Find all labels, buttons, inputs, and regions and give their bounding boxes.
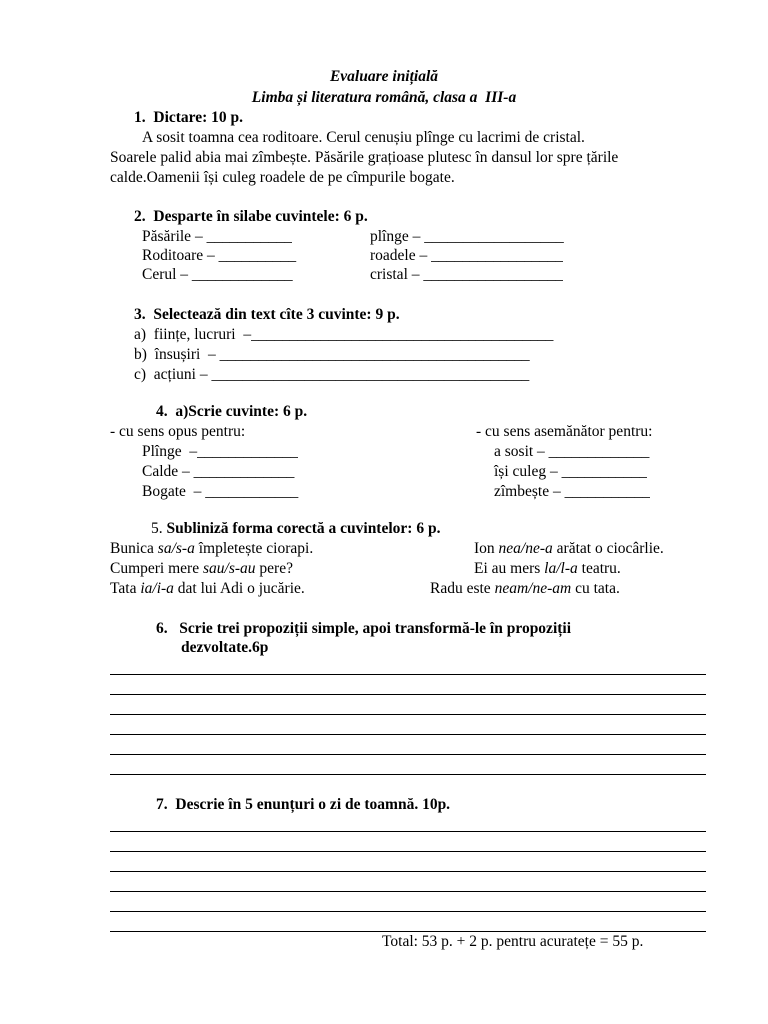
answer-line xyxy=(110,831,706,832)
q5-text: Ei au mers xyxy=(474,560,545,577)
answer-line xyxy=(110,871,706,872)
q4-left-item: Bogate – ____________ xyxy=(142,483,299,500)
q5-text: Cumperi mere xyxy=(110,560,203,577)
q5-right-sentence xyxy=(474,560,621,578)
answer-line xyxy=(110,734,706,735)
q5-text: Tata xyxy=(110,580,141,597)
q5-heading-text: Subliniză forma corectă a cuvintelor: 6 p. xyxy=(166,520,441,537)
q7-heading: 7. Descrie în 5 enunțuri o zi de toamnă. 10p. xyxy=(156,796,451,813)
q5-text: Ion xyxy=(474,540,499,557)
q5-option: la/l-a xyxy=(544,560,578,577)
answer-line xyxy=(110,891,706,892)
q4-right-item: a sosit – _____________ xyxy=(494,443,650,460)
answer-line xyxy=(110,674,706,675)
q5-left-sentence xyxy=(110,580,305,598)
q2-heading: 2. Desparte în silabe cuvintele: 6 p. xyxy=(134,208,368,225)
q5-text: dat lui Adi o jucărie. xyxy=(173,580,305,597)
answer-line xyxy=(110,931,706,932)
q4-right-item: își culeg – ___________ xyxy=(494,463,647,480)
q6-heading: 6. Scrie trei propoziții simple, apoi transformă-le în propoziții xyxy=(156,620,572,637)
answer-line xyxy=(110,754,706,755)
q2-right-item: cristal – __________________ xyxy=(370,266,563,283)
q3-heading: 3. Selectează din text cîte 3 cuvinte: 9 p. xyxy=(134,306,400,323)
q2-right-item: plînge – __________________ xyxy=(370,228,564,245)
q3-item: c) acțiuni – _________________________________________ xyxy=(134,366,530,383)
q2-left-item: Roditoare – __________ xyxy=(142,247,297,264)
q4-right-label: - cu sens asemănător pentru: xyxy=(476,423,653,440)
q5-option: sau/s-au xyxy=(202,560,256,577)
q5-left-sentence xyxy=(110,540,313,558)
q3-item: b) însușiri – ________________________________________ xyxy=(134,346,530,363)
q2-right-item: roadele – _________________ xyxy=(370,247,563,264)
answer-line xyxy=(110,774,706,775)
answer-line xyxy=(110,911,706,912)
q4-left-item: Plînge –_____________ xyxy=(142,443,298,460)
q5-option: ia/i-a xyxy=(140,580,174,597)
q5-option: nea/ne-a xyxy=(498,540,553,557)
q1-heading: 1. Dictare: 10 p. xyxy=(134,109,244,126)
q6-heading-cont: dezvoltate.6p xyxy=(181,639,269,656)
total-score: Total: 53 p. + 2 p. pentru acuratețe = 55 p. xyxy=(382,933,644,950)
answer-line xyxy=(110,714,706,715)
q1-text-line: Soarele palid abia mai zîmbește. Păsările grațioase plutesc în dansul lor spre țările xyxy=(110,149,619,166)
q5-text: pere? xyxy=(255,560,293,577)
q2-left-item: Cerul – _____________ xyxy=(142,266,293,283)
q4-left-item: Calde – _____________ xyxy=(142,463,295,480)
q2-left-item: Păsările – ___________ xyxy=(142,228,292,245)
q5-option: neam/ne-am xyxy=(494,580,572,597)
q1-text-line: calde.Oamenii își culeg roadele de pe cîmpurile bogate. xyxy=(110,169,455,186)
q5-text: cu tata. xyxy=(571,580,620,597)
q1-text-line: A sosit toamna cea roditoare. Cerul cenușiu plînge cu lacrimi de cristal. xyxy=(142,129,585,146)
q5-text: arătat o ciocârlie. xyxy=(552,540,664,557)
q3-item: a) ființe, lucruri –_______________________________________ xyxy=(134,326,554,343)
page-subtitle: Limba și literatura română, clasa a III-a xyxy=(251,89,517,106)
q5-heading xyxy=(151,520,440,538)
q5-right-sentence xyxy=(474,540,664,558)
answer-line xyxy=(110,851,706,852)
q5-text: Radu este xyxy=(430,580,495,597)
page-title: Evaluare inițială xyxy=(329,68,439,85)
answer-line xyxy=(110,694,706,695)
q5-text: Bunica xyxy=(110,540,158,557)
q5-text: teatru. xyxy=(577,560,621,577)
q5-text: împletește ciorapi. xyxy=(194,540,314,557)
q4-left-label: - cu sens opus pentru: xyxy=(110,423,246,440)
q4-right-item: zîmbește – ___________ xyxy=(494,483,650,500)
q4-heading: 4. a)Scrie cuvinte: 6 p. xyxy=(156,403,308,420)
q5-left-sentence xyxy=(110,560,293,578)
q5-option: sa/s-a xyxy=(157,540,195,557)
q5-number: 5. xyxy=(151,520,167,537)
q5-right-sentence xyxy=(430,580,620,598)
